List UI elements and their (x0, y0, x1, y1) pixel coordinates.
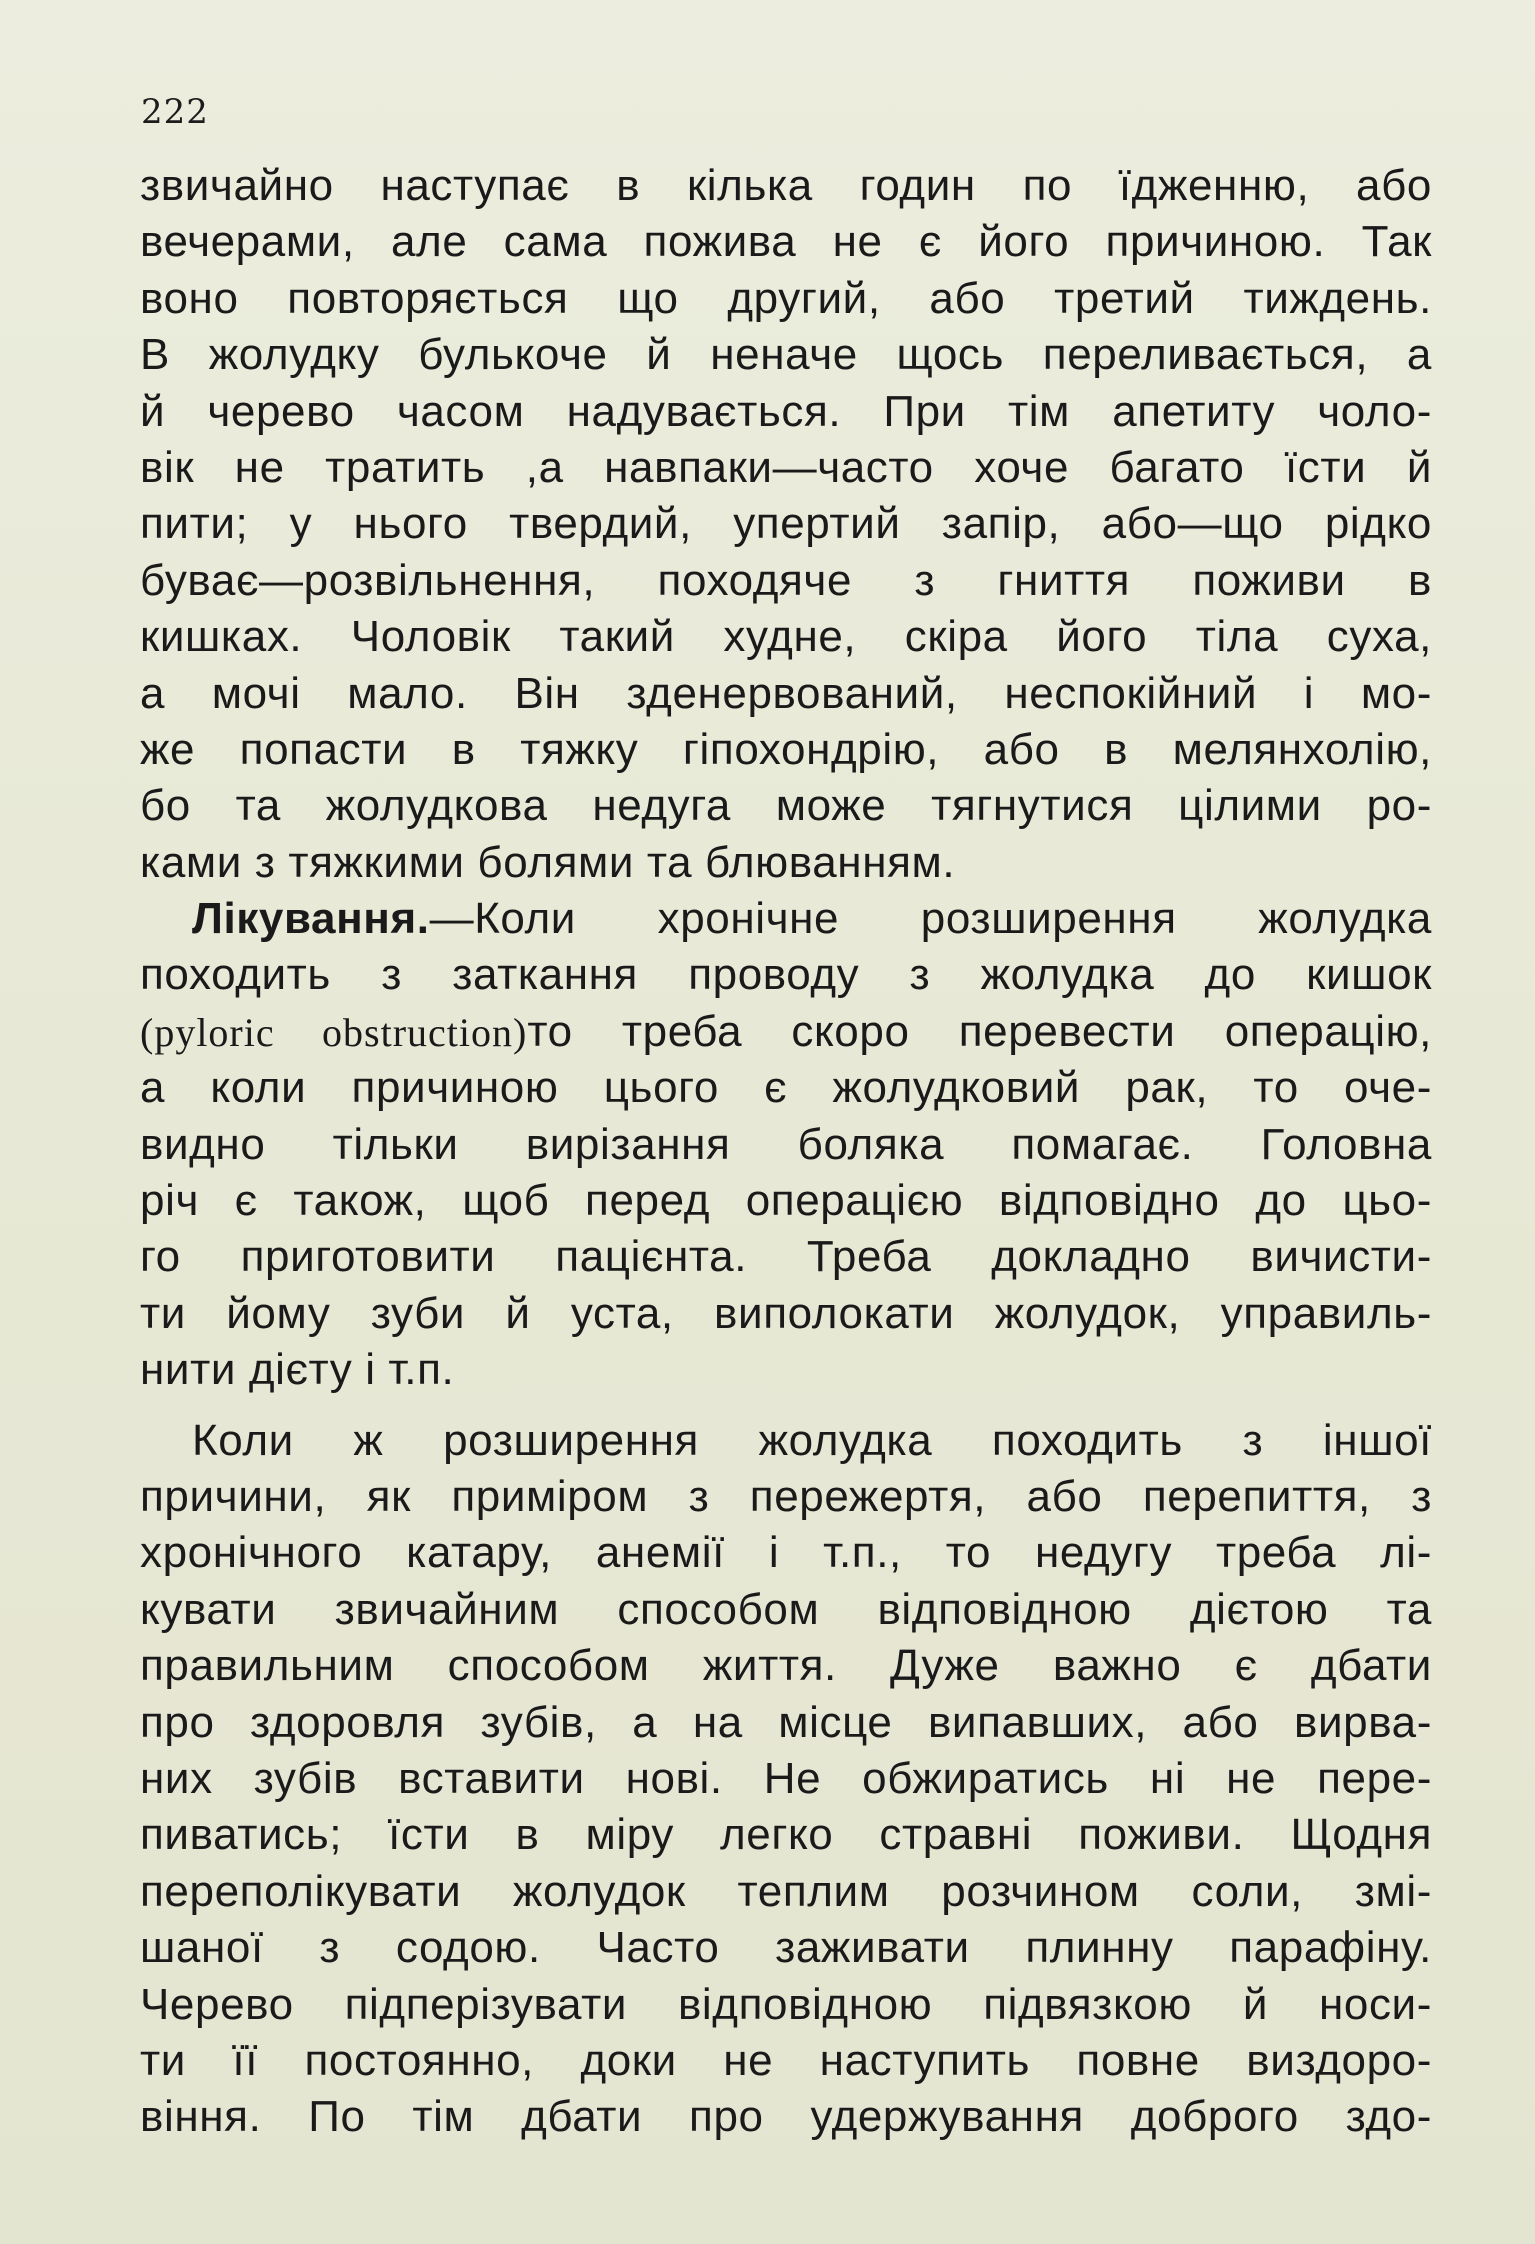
text-line: ти йому зуби й уста, виполокати жолудок, управиль- (140, 1288, 1432, 1338)
text-line: про здоровля зубів, а на місце випавших, або вирва- (140, 1697, 1432, 1747)
text-line: вік не тратить ,а навпаки—часто хоче багато їсти й (140, 442, 1432, 492)
latin-term: (pyloric obstruction) (140, 1009, 528, 1055)
text-line: шаної з содою. Часто заживати плинну парафіну. (140, 1923, 1432, 1973)
text-line: походить з заткання проводу з жолудка до кишок (140, 950, 1432, 1000)
text-line: переполікувати жолудок теплим розчином соли, змі- (140, 1866, 1432, 1916)
text-line: Черево підперізувати відповідною підвязкою й носи- (140, 1979, 1432, 2029)
section-heading: Лікування. (192, 894, 430, 944)
paragraph-spacer (140, 1399, 1432, 1413)
text-line: воно повторяється що другий, або третий тиждень. (140, 273, 1432, 323)
text-line: хронічного катару, анемії і т.п., то недугу треба лі- (140, 1528, 1432, 1578)
text-line: ти її постоянно, доки не наступить повне виздоро- (140, 2035, 1432, 2085)
paragraph-3 (140, 1413, 1432, 2146)
text-line: віння. По тім дбати про удержування доброго здо- (140, 2092, 1432, 2142)
text-line: нити дієту і т.п. (140, 1345, 455, 1395)
text-line: вечерами, але сама пожива не є його причиною. Так (140, 217, 1432, 267)
text-line: річ є також, щоб перед операцією відповідно до цьо- (140, 1176, 1432, 1226)
text-line: а мочі мало. Він зденервований, неспокійний і мо- (140, 668, 1432, 718)
text-line (140, 891, 1432, 947)
page-number: 222 (141, 92, 209, 132)
text-line: а коли причиною цього є жолудковий рак, то оче- (140, 1063, 1432, 1113)
text-line: буває—розвільнення, походяче з гниття поживи в (140, 555, 1432, 605)
text-line: В жолудку булькоче й неначе щось переливається, а (140, 330, 1432, 380)
text-line: кувати звичайним способом відповідною дієтою та (140, 1584, 1432, 1634)
text-line: пити; у нього твердий, упертий запір, або—що рідко (140, 499, 1432, 549)
paragraph-2 (140, 891, 1432, 1399)
text-line: Коли ж розширення жолудка походить з іншої (192, 1415, 1432, 1465)
text-line: го приготовити пацієнта. Треба докладно вичисти- (140, 1232, 1432, 1282)
text-line: кишках. Чоловік такий худне, скіра його тіла суха, (140, 612, 1432, 662)
heading-line-text: —Коли хронічне розширення жолудка (429, 894, 1432, 944)
text-line: правильним способом життя. Дуже важно є дбати (140, 1641, 1432, 1691)
text-line: бо та жолудкова недуга може тягнутися цілими ро- (140, 781, 1432, 831)
text-line: видно тільки вирізання боляка помагає. Головна (140, 1119, 1432, 1169)
text-line: звичайно наступає в кілька годин по їдженню, або (140, 161, 1432, 210)
text-line: причини, як приміром з пережертя, або перепиття, з (140, 1471, 1432, 1521)
text-line: них зубів вставити нові. Не обжиратись ні не пере- (140, 1753, 1432, 1803)
body-text (140, 158, 1432, 2146)
text-line: пиватись; їсти в міру легко стравні поживи. Щодня (140, 1810, 1432, 1860)
text-line: же попасти в тяжку гіпохондрію, або в мелянхолію, (140, 724, 1432, 774)
text-line (140, 1004, 1432, 1060)
text-line: й черево часом надувається. При тім апетиту чоло- (140, 386, 1432, 436)
text-line: ками з тяжкими болями та блюванням. (140, 837, 956, 887)
latin-line-text: то треба скоро перевести операцію, (527, 1006, 1432, 1056)
paragraph-1 (140, 158, 1432, 891)
